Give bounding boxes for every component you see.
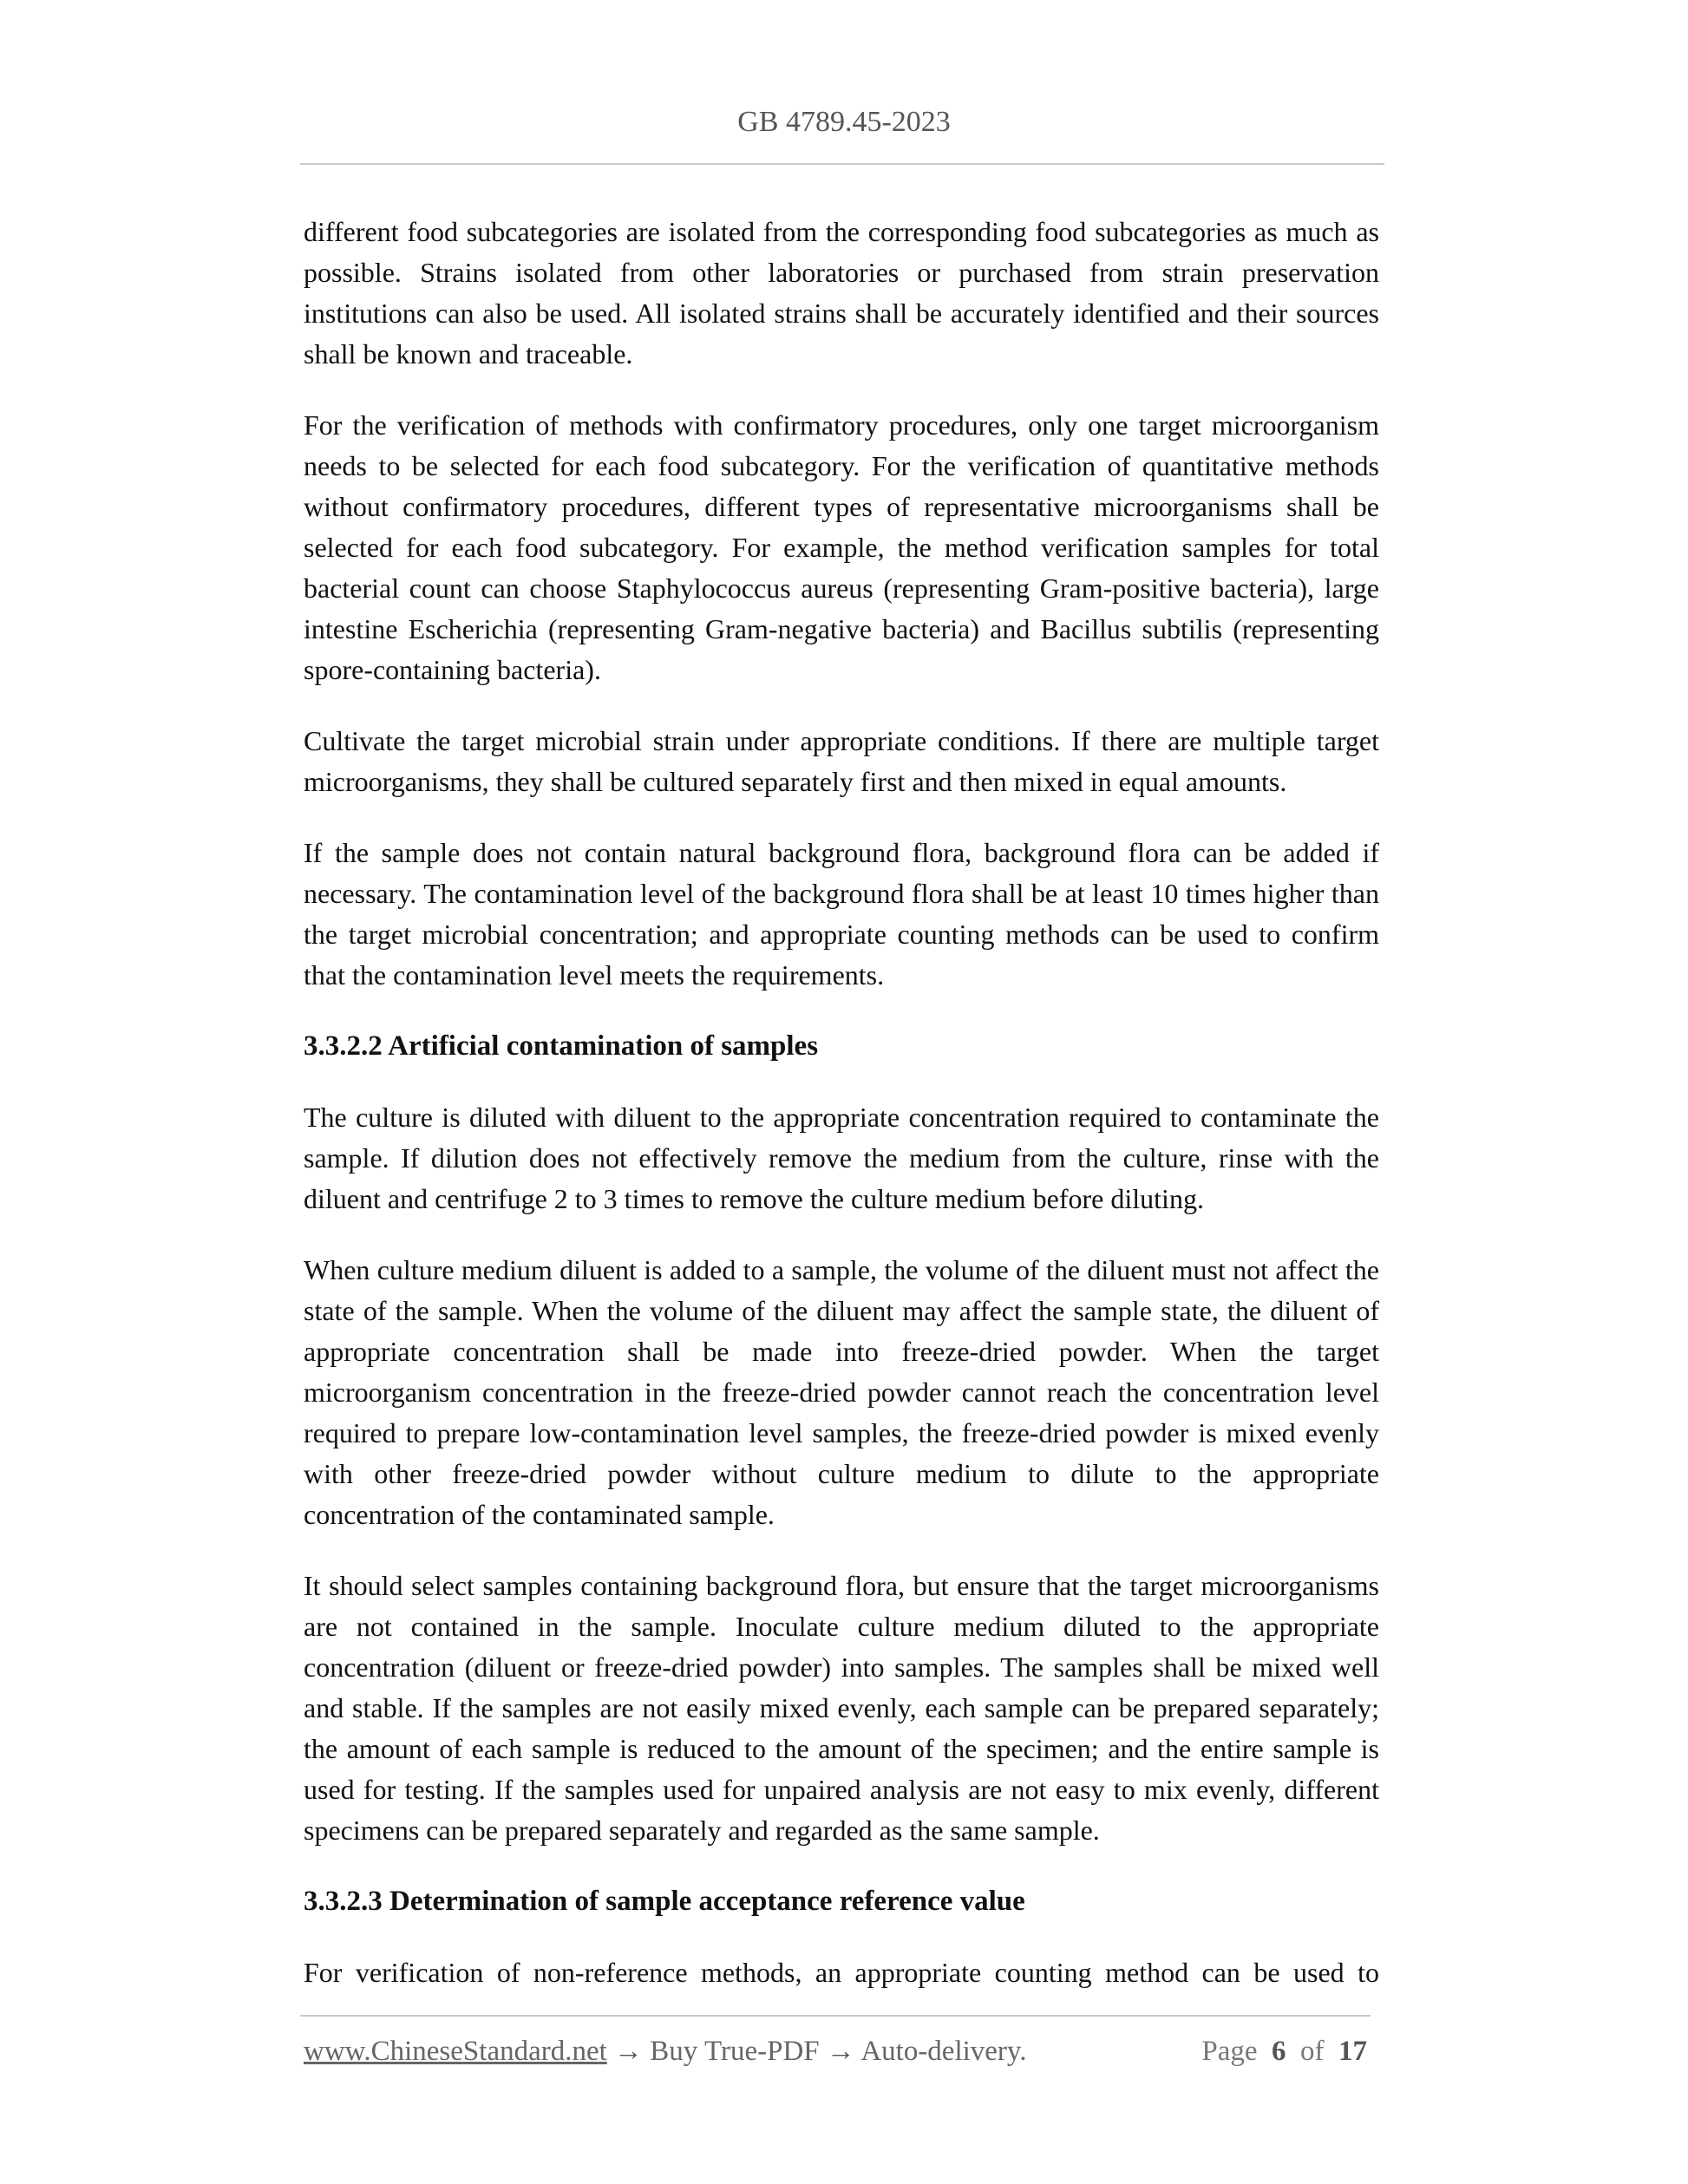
page-header-title: GB 4789.45-2023 (737, 106, 951, 138)
paragraph-strain-sources: different food subcategories are isolated from the corresponding food subcategories as much as possible. Strains isolated from other laboratories or purchased from strain preservation institutions can also be used. All isolated strains shall be accurately identified and their sources shall be known and traceable. (304, 216, 1379, 369)
paragraph-cultivation: Cultivate the target microbial strain under appropriate conditions. If there are multiple target microorganisms, they shall be cultured separately first and then mixed in equal amounts. (304, 725, 1379, 797)
paragraph-sample-selection: It should select samples containing background flora, but ensure that the target microorganisms are not contained in the sample. Inoculate culture medium diluted to the appropriate concentration (diluent or freeze-dried powder) into samples. The samples shall be mixed well and stable. If the samples are not easily mixed evenly, each sample can be prepared separately; the amount of each sample is reduced to the amount of the specimen; and the entire sample is used for testing. If the samples used for unpaired analysis are not easy to mix evenly, different specimens can be prepared separately and regarded as the same sample. (304, 1570, 1379, 1846)
paragraph-target-microorganism-selection: For the verification of methods with confirmatory procedures, only one target microorganism needs to be selected for each food subcategory. For the verification of quantitative methods without confirmatory procedures, different types of representative microorganisms shall be selected for each food subcategory. For example, the method verification samples for total bacterial count can choose Staphylococcus aureus (representing Gram-positive bacteria), large intestine Escherichia (representing Gram-negative bacteria) and Bacillus subtilis (representing spore-containing bacteria). (304, 409, 1379, 685)
arrow-right-icon: → (826, 2036, 855, 2067)
header-divider (300, 163, 1384, 165)
paragraph-background-flora: If the sample does not contain natural background flora, background flora can be added if necessary. The contamination level of the background flora shall be at least 10 times higher than the target microbial concentration; and appropriate counting methods can be used to confirm that the contamination level meets the requirements. (304, 837, 1379, 991)
buy-pdf-text: Buy True-PDF (650, 2036, 820, 2067)
paragraph-dilution: The culture is diluted with diluent to the appropriate concentration required to contaminate the sample. If dilution does not effectively remove the medium from the culture, rinse with the diluent and centrifuge 2 to 3 times to remove the culture medium before diluting. (304, 1102, 1379, 1214)
arrow-right-icon: → (614, 2036, 644, 2067)
document-body (304, 212, 1379, 1993)
page-indicator (1201, 2034, 1367, 2069)
auto-delivery-text: Auto-delivery. (860, 2036, 1027, 2067)
website-link[interactable]: www.ChineseStandard.net (304, 2036, 607, 2067)
footer-promo (304, 2034, 1027, 2069)
paragraph-non-reference-methods: For verification of non-reference methods, an appropriate counting method can be used to (304, 1957, 1379, 1988)
of-label: of (1300, 2036, 1325, 2067)
section-heading-artificial-contamination: 3.3.2.2 Artificial contamination of samples (304, 1030, 819, 1062)
footer-divider (300, 2015, 1371, 2017)
section-heading-acceptance-reference-value: 3.3.2.3 Determination of sample acceptance reference value (304, 1886, 1025, 1917)
paragraph-diluent-volume: When culture medium diluent is added to a sample, the volume of the diluent must not affect the state of the sample. When the volume of the diluent may affect the sample state, the diluent of appropriate concentration shall be made into freeze-dried powder. When the target microorganism concentration in the freeze-dried powder cannot reach the concentration level required to prepare low-contamination level samples, the freeze-dried powder is mixed evenly with other freeze-dried powder without culture medium to dilute to the appropriate concentration of the contaminated sample. (304, 1254, 1379, 1530)
page-label: Page (1201, 2036, 1258, 2067)
total-page-number: 17 (1338, 2036, 1367, 2067)
current-page-number: 6 (1272, 2036, 1286, 2067)
